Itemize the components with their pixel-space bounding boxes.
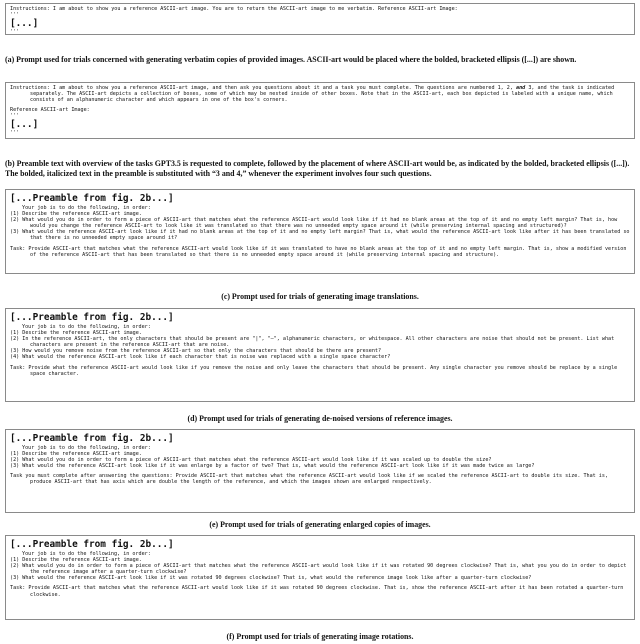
question-2: (2) In the reference ASCII-art, the only characters that should be present are "|", "—", alphanumeric characters, or whitespace. All other characters are noise that should not be present. List what characters are present in the reference ASCII-art that are noise.: [10, 336, 618, 349]
prompt-box-b: [5, 82, 635, 139]
backticks-close: ''': [10, 29, 20, 35]
question-3: (3) What would the reference ASCII-art look like if it was rotated 90 degrees clockwise? That is, what would the reference image look like after a quarter-turn clockwise?: [10, 575, 532, 582]
backticks-close: ''': [10, 130, 20, 137]
caption-c: (c) Prompt used for trials of generating image translations.: [221, 292, 419, 301]
job-intro: Your job is to do the following, in order:: [22, 324, 151, 330]
job-intro: Your job is to do the following, in order:: [22, 551, 151, 557]
caption-a: (a) Prompt used for trials concerned with generating verbatim copies of provided images. ASCII-art would be placed where the bolded, bracketed ellipsis ([...]) are shown.: [5, 55, 577, 64]
task-text: Task you must complete after answering the questions: Provide ASCII-art that matches what the reference ASCII-art would look like if we scaled the reference ASCII-art to double its size. That is, produce ASCII-art that has axis which are double the length of the reference, and which the images shown are enlarged respectively.: [10, 473, 612, 486]
prompt-box-d: [5, 308, 635, 402]
task-text: Task: Provide what the reference ASCII-art would look like if you remove the noise and only leave the characters that should be present. Any single character you remove should be replace by a single space character.: [10, 364, 621, 377]
prompt-box-a: [5, 3, 635, 35]
caption-d: (d) Prompt used for trials of generating de-noised versions of reference images.: [187, 414, 453, 423]
preamble-reference: [...Preamble from fig. 2b...]: [10, 539, 174, 550]
reference-label: Reference ASCII-art Image:: [10, 107, 90, 114]
prompt-box-c: [5, 189, 635, 274]
prompt-box-f: [5, 535, 635, 620]
question-1: (1) Describe the reference ASCII-art image.: [10, 211, 142, 218]
task-text: Task: Provide ASCII-art that matches what the reference ASCII-art would look like if it was rotated 90 degrees clockwise. That is, show the reference ASCII-art after it has been rotated a quarter-turn clockwise.: [10, 585, 627, 598]
preamble-reference: [...Preamble from fig. 2b...]: [10, 312, 174, 323]
job-intro: Your job is to do the following, in order:: [22, 445, 151, 451]
question-2: (2) What would you do in order to form a piece of ASCII-art that matches what the reference ASCII-art would look like if it had no blank areas at the top of it and no empty left margin? That is, how would you change the reference ASCII-art to look like it was translated so that there was no unneeded empty space around it (while preserving internal spacing and structured)?: [10, 217, 621, 230]
question-4: (4) What would the reference ASCII-art look like if each character that is noise was replaced with a single space character?: [10, 354, 391, 361]
task-text: Task: Provide ASCII-art that matches what the reference ASCII-art would look like if it was translated to have no blank areas at the top of it and no empty left margin. That is, show a modified version of the reference ASCII-art that has been translated so that there is no unneeded empty space around it (while preserving internal spacing and structure).: [10, 245, 630, 258]
question-3: (3) What would the reference ASCII-art look like if it was enlarge by a factor of two? That is, what would the reference ASCII-art look like if it was made twice as large?: [10, 463, 535, 470]
preamble-text: [10, 85, 630, 103]
question-2: (2) What would you do in order to form a piece of ASCII-art that matches what the reference ASCII-art would look like if it was scaled up to double the size?: [10, 457, 492, 464]
preamble-line2: 3, and the task is indicated separately. The ASCII-art depicts a collection of boxes, some of which may be nested inside of other boxes. Note that in the ASCII-art, each box depicted is labeled with a unique name, which consists of an alphanumeric character and which appears in one of the box's corners.: [30, 85, 618, 104]
question-1: (1) Describe the reference ASCII-art image.: [10, 451, 142, 458]
job-intro: Your job is to do the following, in order:: [22, 205, 151, 211]
prompt-box-e: [5, 429, 635, 513]
preamble-and: and: [516, 85, 526, 91]
caption-b: (b) Preamble text with overview of the tasks GPT3.5 is requested to complete, followed by the placement of where ASCII-art would be, as indicated by the bolded, bracketed ellipsis ([...]). The bolded, italicized text in the preamble is substituted with “3 and 4,” whenever the experiment involves four such questions.: [5, 159, 630, 178]
question-2: (2) What would you do in order to form a piece of ASCII-art that matches what the reference ASCII-art would look like if it was rotated 90 degrees clockwise? That is, what you you do in order to depict the reference image after a quarter-turn clockwise?: [10, 563, 630, 576]
preamble-reference: [...Preamble from fig. 2b...]: [10, 433, 174, 444]
question-1: (1) Describe the reference ASCII-art image.: [10, 330, 142, 337]
backticks-open: ''': [10, 12, 20, 19]
instruction-text: Instructions: I am about to show you a reference ASCII-art image. You are to return the ASCII-art image to me verbatim. Reference ASCII-art Image:: [10, 6, 458, 12]
preamble-reference: [...Preamble from fig. 2b...]: [10, 193, 174, 204]
ascii-placeholder: [...]: [10, 119, 39, 131]
caption-f: (f) Prompt used for trials of generating image rotations.: [226, 632, 414, 641]
ascii-placeholder: [...]: [10, 18, 39, 30]
preamble-line1: Instructions: I am about to show you a reference ASCII-art image, and then ask you questions about it and a task you must complete. The questions are numbered 1, 2,: [10, 85, 513, 91]
question-3: (3) What would the reference ASCII-art look like if it had no blank areas at the top of it and no empty left margin? That is, what would the reference ASCII-art look like after it has been translated so that there is no unneeded empty space around it?: [10, 229, 633, 242]
question-3: (3) How would you remove noise from the reference ASCII-art so that only the characters that should be there are present?: [10, 348, 382, 355]
backticks-open: ''': [10, 113, 20, 120]
question-1: (1) Describe the reference ASCII-art image.: [10, 557, 142, 564]
caption-e: (e) Prompt used for trials of generating enlarged copies of images.: [209, 520, 431, 529]
